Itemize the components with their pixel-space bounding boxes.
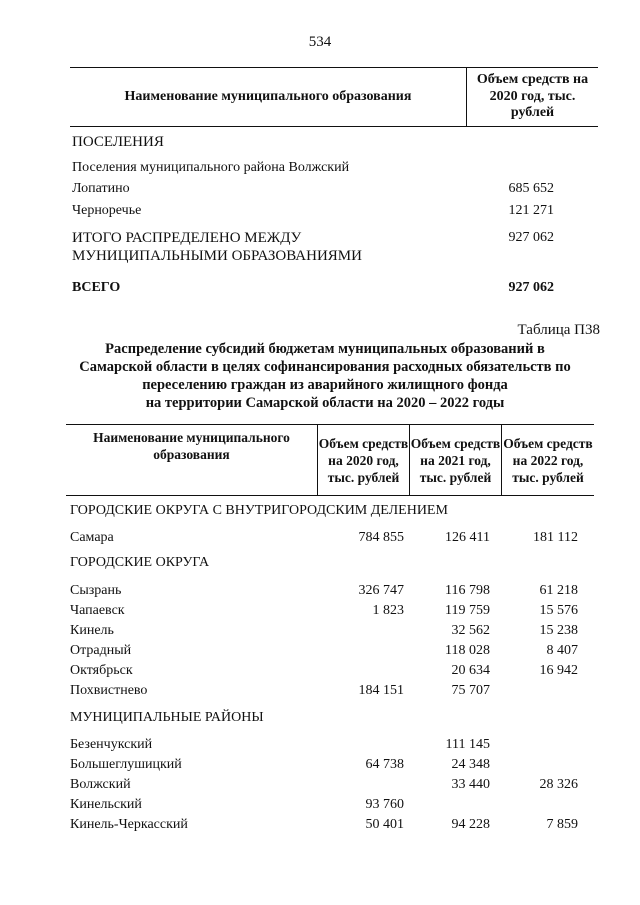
section-title-text: ГОРОДСКИЕ ОКРУГА: [70, 555, 210, 570]
table-row: [70, 737, 600, 755]
row-2021: 94 228: [451, 817, 490, 832]
row-2021: 111 145: [445, 737, 490, 752]
row-2021: 24 348: [451, 757, 490, 772]
row-2022: 8 407: [546, 643, 578, 658]
row-name: Большеглушицкий: [70, 757, 182, 772]
row-name: Сызрань: [70, 583, 122, 598]
table2-header-2021: Объем средств на 2021 год, тыс. рублей: [410, 425, 502, 495]
row-2020: 184 151: [358, 683, 404, 698]
table2-header-name: Наименование муниципального образования: [66, 425, 318, 495]
subsection-label: Поселения муниципального района Волжский: [72, 160, 350, 175]
total-distributed-label-2: МУНИЦИПАЛЬНЫМИ ОБРАЗОВАНИЯМИ: [72, 248, 362, 264]
row-2021: 118 028: [445, 643, 490, 658]
total-distributed-label: ИТОГО РАСПРЕДЕЛЕНО МЕЖДУ: [72, 230, 302, 246]
table-row: [70, 683, 600, 701]
row-name: Лопатино: [72, 181, 130, 196]
row-name: Похвистнево: [70, 683, 148, 698]
row-name: Черноречье: [72, 203, 142, 218]
table2-header: [66, 424, 594, 496]
row-2020: 326 747: [358, 583, 404, 598]
table-number: Таблица П38: [517, 322, 600, 338]
row-name: Кинельский: [70, 797, 142, 812]
row-2022: 61 218: [539, 583, 578, 598]
table-row: [70, 623, 600, 641]
caption-line: на территории Самарской области на 2020 – 2022 годы: [145, 395, 505, 411]
row-name: Отрадный: [70, 643, 132, 658]
table-row: [70, 530, 600, 548]
row-2020: 50 401: [365, 817, 404, 832]
row-2020: 784 855: [358, 530, 404, 545]
table-row: [70, 757, 600, 775]
row-2020: 1 823: [372, 603, 404, 618]
table1-header-volume: Объем средств на 2020 год, тыс. рублей: [476, 71, 589, 121]
row-2021: 32 562: [451, 623, 490, 638]
caption-line: Самарской области в целях софинансирования расходных обязательств по: [79, 359, 571, 375]
row-name: Октябрьск: [70, 663, 133, 678]
row-2021: 126 411: [445, 530, 490, 545]
row-2021: 20 634: [451, 663, 490, 678]
table-row: [70, 817, 600, 835]
section-title: [70, 710, 600, 728]
table-row: [70, 643, 600, 661]
section-title-text: МУНИЦИПАЛЬНЫЕ РАЙОНЫ: [70, 710, 264, 725]
row-name: Кинель: [70, 623, 114, 638]
table1-header: [70, 67, 598, 127]
row-name: Безенчукский: [70, 737, 153, 752]
row-2021: 119 759: [445, 603, 490, 618]
row-2020: 64 738: [365, 757, 404, 772]
row-2021: 33 440: [451, 777, 490, 792]
section-title: [70, 555, 600, 573]
table-row: [70, 603, 600, 621]
row-2020: 93 760: [365, 797, 404, 812]
row-name: Кинель-Черкасский: [70, 817, 188, 832]
row-2022: 15 238: [539, 623, 578, 638]
caption-line: переселению граждан из аварийного жилищного фонда: [142, 377, 508, 393]
row-2022: 15 576: [539, 603, 578, 618]
table-row: [70, 797, 600, 815]
row-2022: 16 942: [539, 663, 578, 678]
row-2022: 28 326: [539, 777, 578, 792]
row-2021: 75 707: [451, 683, 490, 698]
row-2021: 116 798: [445, 583, 490, 598]
total-distributed-value: 927 062: [508, 230, 554, 245]
table1-header-name: Наименование муниципального образования: [70, 68, 467, 126]
section-title-text: ГОРОДСКИЕ ОКРУГА С ВНУТРИГОРОДСКИМ ДЕЛЕНИЕМ: [70, 503, 448, 518]
page-number: 534: [308, 34, 332, 50]
row-name: Чапаевск: [70, 603, 125, 618]
grand-total-value: 927 062: [508, 280, 554, 295]
row-value: 121 271: [508, 203, 554, 218]
grand-total-label: ВСЕГО: [72, 280, 121, 295]
table-row: [70, 583, 600, 601]
row-2022: 7 859: [546, 817, 578, 832]
table-row: [70, 663, 600, 681]
section-label: ПОСЕЛЕНИЯ: [72, 134, 164, 150]
row-2022: 181 112: [533, 530, 578, 545]
table-row: [70, 777, 600, 795]
row-name: Волжский: [70, 777, 131, 792]
row-value: 685 652: [508, 181, 554, 196]
table2-header-2022: Объем средств на 2022 год, тыс. рублей: [503, 435, 593, 485]
table2-header-2020: Объем средств на 2020 год, тыс. рублей: [318, 425, 410, 495]
table2-caption: [40, 340, 610, 412]
row-name: Самара: [70, 530, 114, 545]
section-title: [70, 503, 600, 521]
caption-line: Распределение субсидий бюджетам муниципальных образований в: [105, 341, 545, 357]
